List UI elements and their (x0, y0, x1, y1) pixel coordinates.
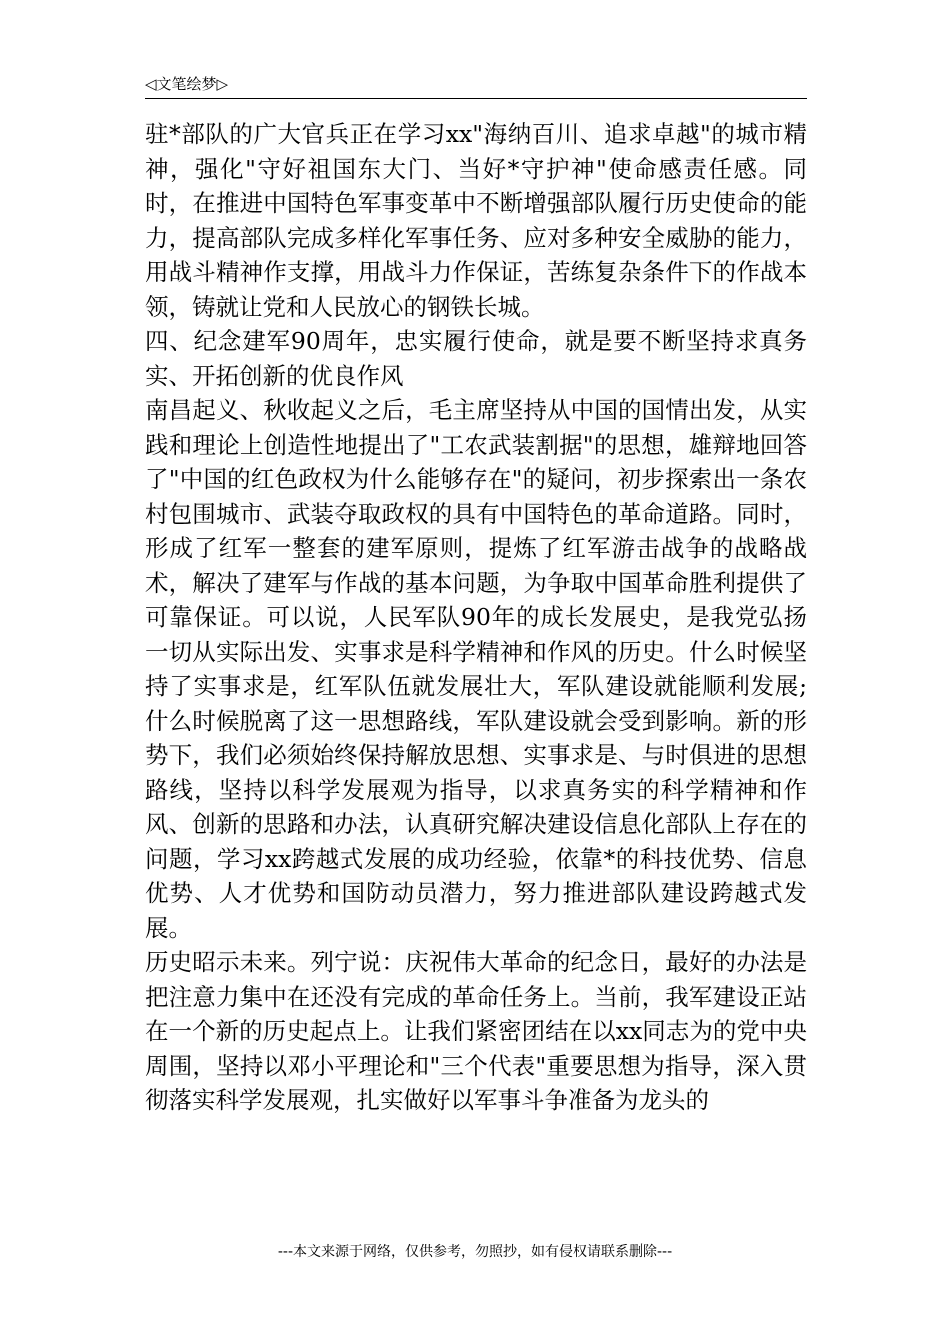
document-body (145, 117, 807, 1118)
section-heading: 四、纪念建军90周年，忠实履行使命，就是要不断坚持求真务实、开拓创新的优良作风 (145, 327, 807, 390)
paragraph: 历史昭示未来。列宁说：庆祝伟大革命的纪念日，最好的办法是把注意力集中在还没有完成的革命任务上。当前，我军建设正站在一个新的历史起点上。让我们紧密团结在以xx同志为的党中央周围，坚持以邓小平理论和"三个代表"重要思想为指导，深入贯彻落实科学发展观，扎实做好以军事斗争准备为龙头的 (145, 948, 807, 1114)
header-title: ◁文笔绘梦▷ (145, 75, 229, 93)
paragraph: 南昌起义、秋收起义之后，毛主席坚持从中国的国情出发，从实践和理论上创造性地提出了"工农武装割据"的思想，雄辩地回答了"中国的红色政权为什么能够存在"的疑问，初步探索出一条农村包围城市、武装夺取政权的具有中国特色的革命道路。同时，形成了红军一整套的建军原则，提炼了红军游击战争的战略战术，解决了建军与作战的基本问题，为争取中国革命胜利提供了可靠保证。可以说，人民军队90年的成长发展史，是我党弘扬一切从实际出发、实事求是科学精神和作风的历史。什么时候坚持了实事求是，红军队伍就发展壮大，军队建设就能顺利发展;什么时候脱离了这一思想路线，军队建设就会受到影响。新的形势下，我们必须始终保持解放思想、实事求是、与时俱进的思想路线，坚持以科学发展观为指导，以求真务实的科学精神和作风、创新的思路和办法，认真研究解决建设信息化部队上存在的问题，学习xx跨越式发展的成功经验，依靠*的科技优势、信息优势、人才优势和国防动员潜力，努力推进部队建设跨越式发展。 (145, 396, 807, 942)
page-header (145, 74, 807, 99)
page-footer: ---本文来源于网络，仅供参考，勿照抄，如有侵权请联系删除--- (277, 1244, 673, 1260)
paragraph: 驻*部队的广大官兵正在学习xx"海纳百川、追求卓越"的城市精神，强化"守好祖国东大门、当好*守护神"使命感责任感。同时，在推进中国特色军事变革中不断增强部队履行历史使命的能力，提高部队完成多样化军事任务、应对多种安全威胁的能力，用战斗精神作支撑，用战斗力作保证，苦练复杂条件下的作战本领，铸就让党和人民放心的钢铁长城。 (145, 120, 807, 321)
